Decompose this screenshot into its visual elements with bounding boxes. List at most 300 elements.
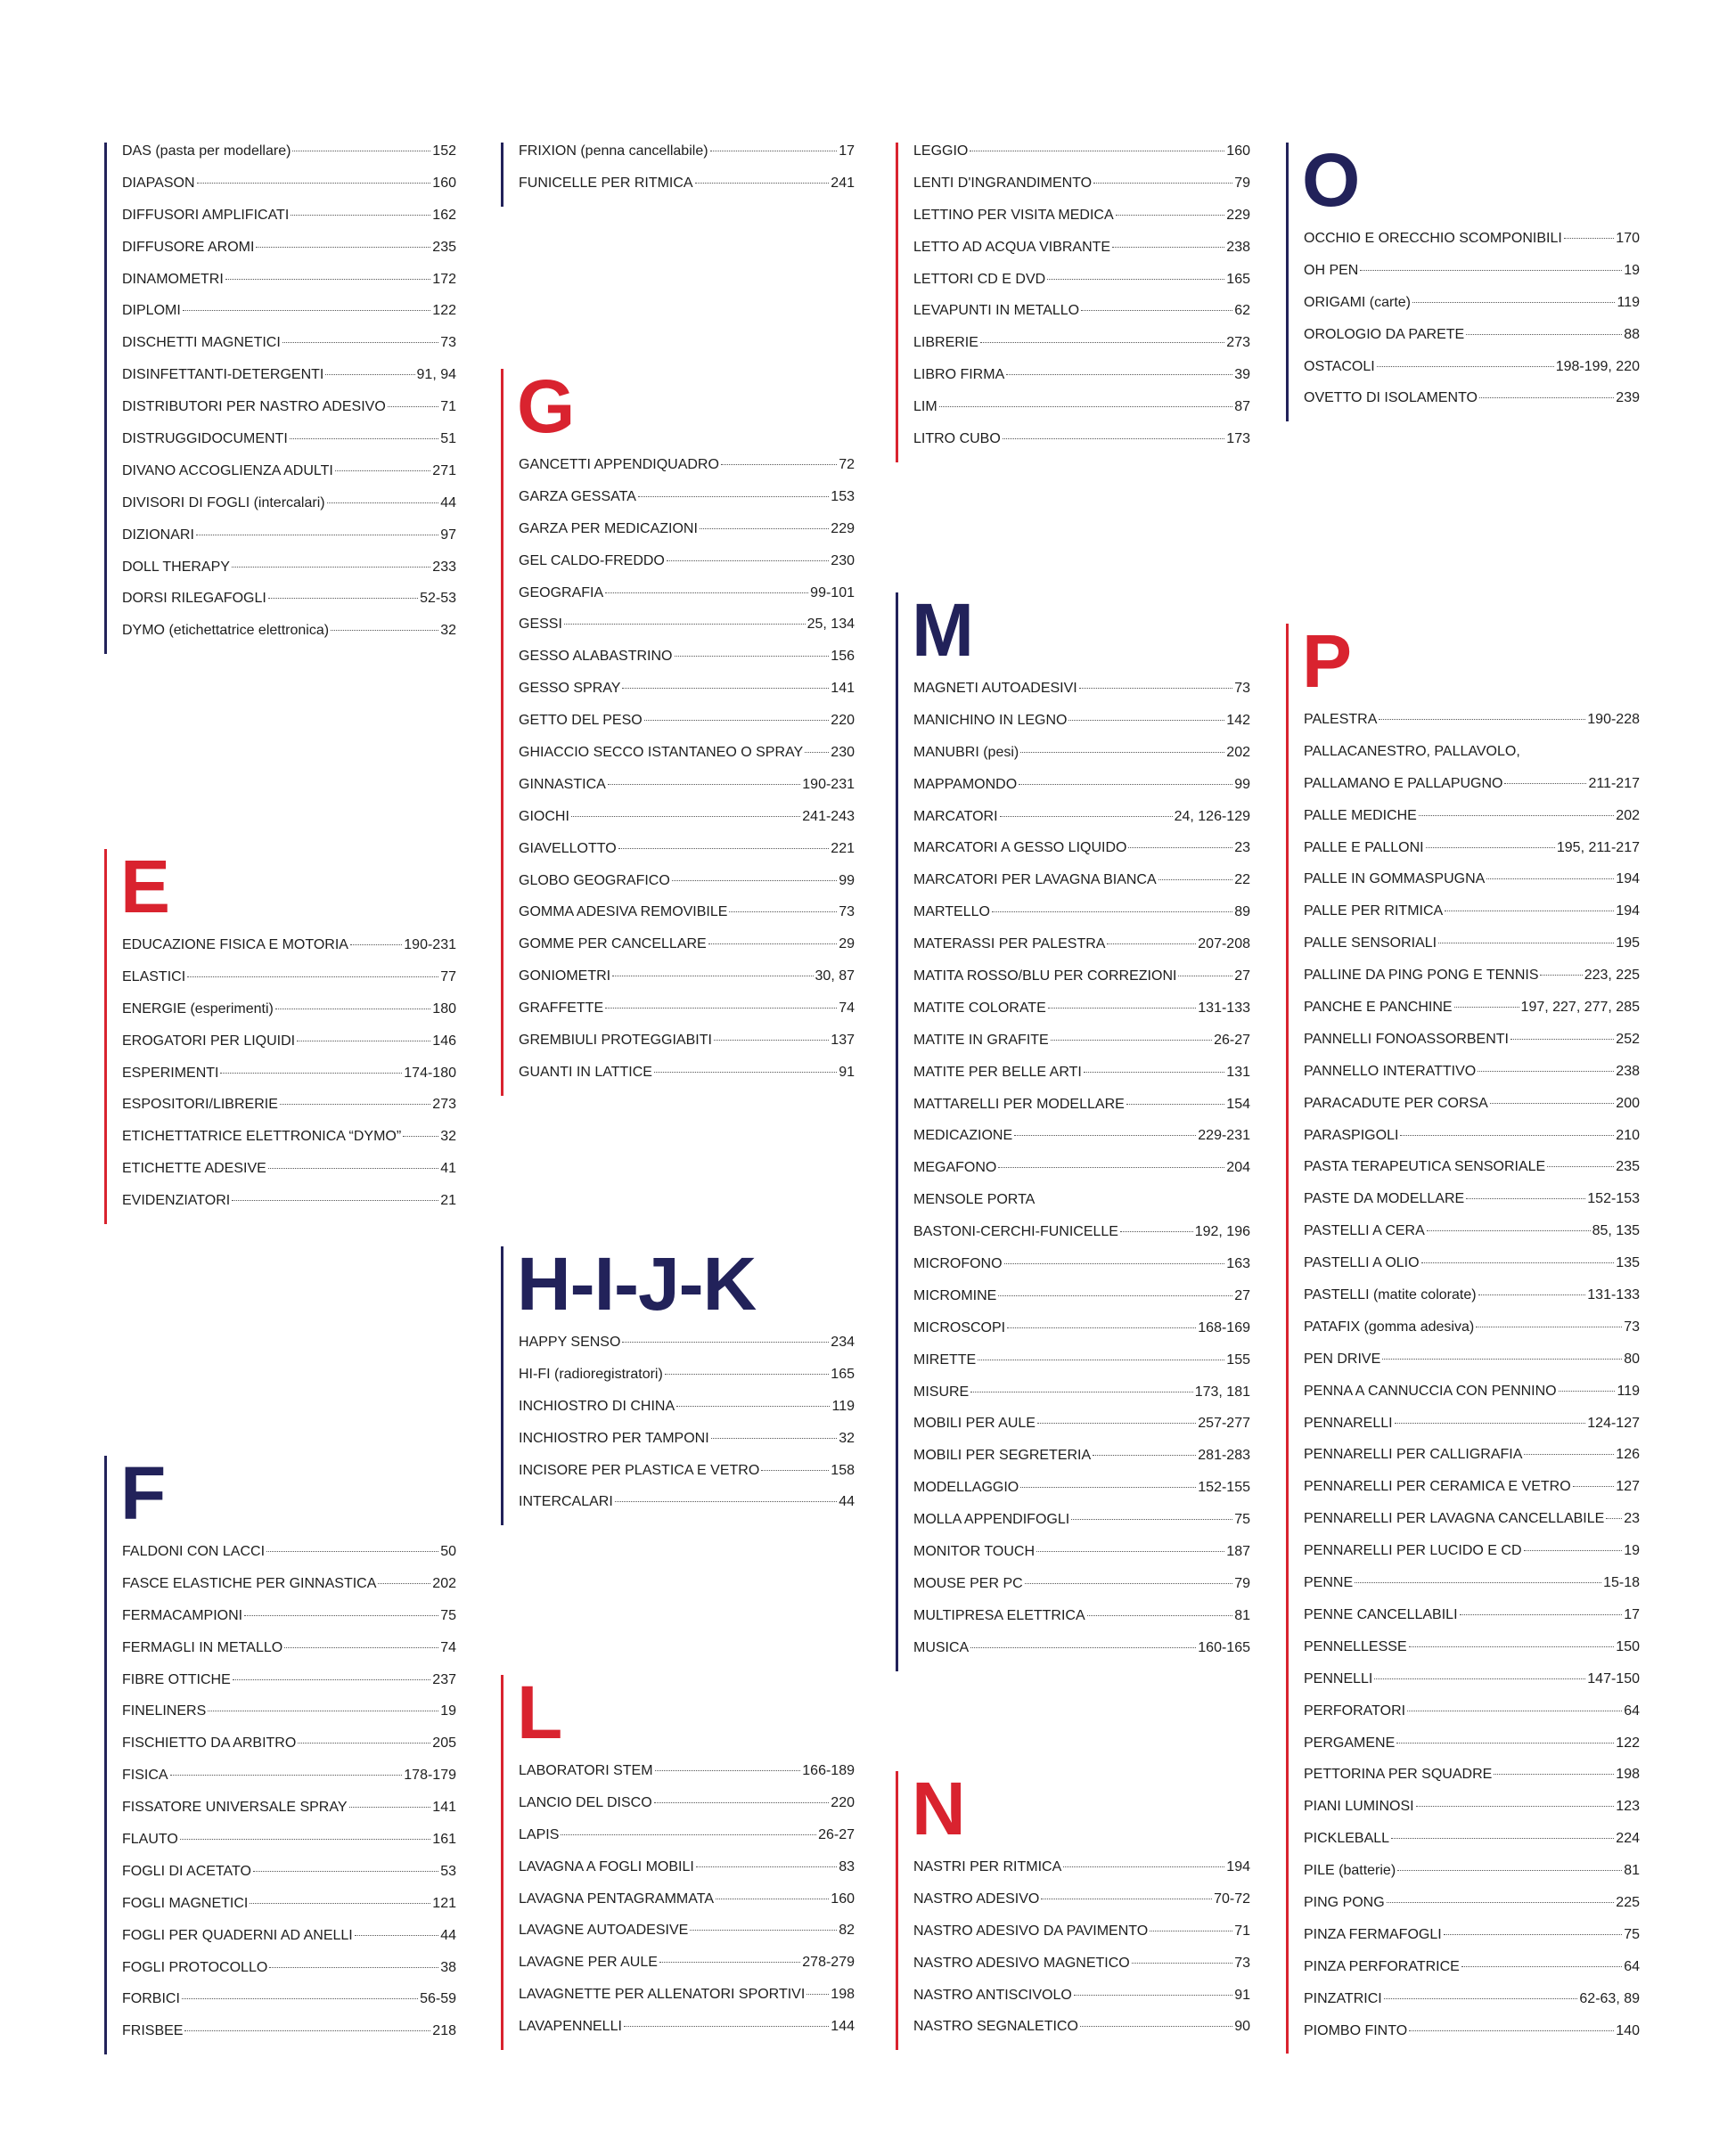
entry-name: PEN DRIVE [1304,1351,1381,1367]
section-letter-f: F [120,1451,166,1535]
dot-leader [1116,215,1225,216]
entry-page-number: 71 [1234,1923,1250,1939]
entry-page-number: 241-243 [802,808,855,824]
dot-leader [1000,816,1173,817]
index-entry [1304,743,1640,775]
dot-leader [232,1200,438,1201]
dot-leader [268,1168,438,1169]
entry-page-number: 165 [831,1366,855,1382]
entry-name: LITRO CUBO [913,431,1001,447]
index-entry [122,622,456,654]
entry-page-number: 160 [432,175,456,191]
dot-leader [280,1104,430,1105]
entry-page-number: 73 [839,904,855,920]
entry-page-number: 88 [1624,326,1640,342]
entry-name: FERMACAMPIONI [122,1607,243,1623]
entry-page-number: 210 [1616,1127,1640,1143]
dot-leader [714,1040,829,1041]
index-section-g [501,364,855,1096]
entry-page-number: 62 [1234,303,1250,319]
dot-leader [1479,397,1614,398]
index-entry [913,1287,1250,1319]
entry-name: HI-FI (radioregistratori) [519,1366,663,1382]
index-entry [913,302,1250,334]
index-entry [519,1826,855,1858]
entry-name: FOGLI PROTOCOLLO [122,1959,268,1975]
entry-name: NASTRO ADESIVO [913,1891,1040,1907]
index-entries [913,680,1250,1671]
entry-page-number: 75 [1234,1512,1250,1528]
index-entry [913,1923,1250,1955]
dot-leader [1547,1166,1614,1167]
entry-name: FLAUTO [122,1832,178,1848]
entry-page-number: 73 [1234,681,1250,696]
entry-page-number: 56-59 [420,1991,456,2007]
index-entry [122,1831,456,1863]
entry-name: DORSI RILEGAFOGLI [122,591,266,607]
entry-name: LAVAGNA A FOGLI MOBILI [519,1858,694,1874]
dot-leader [676,1406,830,1407]
index-entry [122,1735,456,1767]
dot-leader [1126,1104,1225,1105]
dot-leader [253,1871,438,1872]
entry-name: PENNARELLI PER LAVAGNA CANCELLABILE [1304,1511,1605,1527]
entry-name: PENNE [1304,1575,1354,1591]
index-entry [122,1607,456,1639]
entry-page-number: 19 [1624,1543,1640,1559]
index-entry [122,1160,456,1192]
entry-page-number: 99-101 [810,584,855,600]
entry-name: LETTORI CD E DVD [913,271,1046,287]
entry-name: GOMMA ADESIVA REMOVIBILE [519,904,728,920]
entry-name: LIBRERIE [913,335,978,351]
entry-page-number: 41 [440,1161,456,1177]
entry-page-number: 122 [1616,1735,1640,1751]
index-entry [913,1255,1250,1287]
entry-name: PANNELLO INTERATTIVO [1304,1063,1477,1079]
entry-name: PENNELLI [1304,1670,1373,1686]
dot-leader [608,784,800,785]
index-entry [122,1000,456,1033]
index-entry [913,1415,1250,1447]
entry-name: PENNA A CANNUCCIA CON PENNINO [1304,1383,1557,1399]
dot-leader [1412,302,1615,303]
entry-name: FISCHIETTO DA ARBITRO [122,1735,297,1752]
dot-leader [571,816,800,817]
dot-leader [806,1994,829,1995]
entry-name: PALLE SENSORIALI [1304,935,1437,951]
dot-leader [1494,1774,1614,1775]
entry-name: OVETTO DI ISOLAMENTO [1304,390,1478,406]
index-entry [913,1352,1250,1384]
index-entry [519,1366,855,1398]
index-entry [519,648,855,680]
entry-page-number: 278-279 [802,1955,855,1971]
index-entry [913,1479,1250,1511]
entry-name: LAVAGNE AUTOADESIVE [519,1923,689,1939]
entry-name: PENNARELLI PER CERAMICA E VETRO [1304,1479,1571,1495]
entry-page-number: 119 [831,1398,855,1414]
entry-page-number: 168-169 [1198,1319,1250,1335]
index-entry [1304,1222,1640,1254]
entry-name: ESPOSITORI/LIBRERIE [122,1097,278,1113]
index-entry [913,1064,1250,1096]
entry-name: PASTA TERAPEUTICA SENSORIALE [1304,1159,1546,1175]
index-entry [913,398,1250,430]
entry-page-number: 38 [440,1959,456,1975]
index-entry [913,903,1250,935]
entry-page-number: 187 [1226,1544,1250,1560]
entry-page-number: 239 [1616,390,1640,406]
index-entry [913,1511,1250,1543]
dot-leader [561,1834,816,1835]
index-entry [122,1543,456,1575]
index-entry [122,1192,456,1224]
entry-name: INCHIOSTRO PER TAMPONI [519,1430,709,1446]
index-entry [122,1767,456,1799]
dot-leader [1540,975,1582,976]
index-entry [122,2022,456,2054]
dot-leader [1379,719,1585,720]
entry-page-number: 97 [440,527,456,543]
entry-name: LENTI D'INGRANDIMENTO [913,175,1093,191]
index-entry [913,207,1250,239]
dot-leader [1466,334,1622,335]
entry-name: GINNASTICA [519,776,606,792]
index-entry [1304,1383,1640,1415]
index-entry [519,872,855,904]
entry-name: LANCIO DEL DISCO [519,1794,652,1810]
index-entry [122,175,456,207]
entry-name: GESSO ALABASTRINO [519,649,673,665]
entry-name: FRISBEE [122,2023,184,2039]
entry-name: GIAVELLOTTO [519,840,617,856]
dot-leader [1461,1966,1622,1967]
dot-leader [690,1930,837,1931]
dot-leader [1387,1902,1615,1903]
dot-leader [1107,943,1196,944]
entry-page-number: 127 [1616,1479,1640,1495]
entry-name: GARZA GESSATA [519,488,636,504]
index-entry [913,334,1250,366]
entry-name: GEOGRAFIA [519,584,604,600]
index-entry [1304,902,1640,935]
index-entry [913,1319,1250,1352]
entry-name: PALLE E PALLONI [1304,839,1424,855]
entry-name: GUANTI IN LATTICE [519,1064,652,1080]
entry-page-number: 162 [432,207,456,223]
index-section-h-i-j-k [501,1242,855,1525]
index-entry [519,175,855,207]
entry-page-number: 225 [1616,1894,1640,1910]
dot-leader [1466,1198,1585,1199]
entry-page-number: 73 [1624,1319,1640,1335]
entry-page-number: 140 [1616,2022,1640,2038]
entry-page-number: 194 [1616,903,1640,919]
dot-leader [250,1903,430,1904]
dot-leader [992,911,1232,912]
index-entry [1304,389,1640,421]
dot-leader [1419,815,1614,816]
entry-name: PING PONG [1304,1894,1385,1910]
entry-name: EDUCAZIONE FISICA E MOTORIA [122,937,348,952]
entry-name: MICROFONO [913,1256,1003,1272]
entry-page-number: 137 [831,1033,855,1049]
entry-page-number: 190-228 [1587,712,1640,727]
index-entry [519,1334,855,1366]
dot-leader [655,1770,801,1771]
entry-name: PANCHE E PANCHINE [1304,1000,1453,1016]
entry-name: LAVAGNETTE PER ALLENATORI SPORTIVI [519,1987,806,2003]
entry-name: LAPIS [519,1826,560,1842]
entry-name: DIVANO ACCOGLIENZA ADULTI [122,462,333,478]
dot-leader [291,215,430,216]
entry-page-number: 75 [1624,1926,1640,1942]
dot-leader [1478,1294,1586,1295]
entry-name: PALLAMANO E PALLAPUGNO [1304,775,1503,791]
entry-name: DISINFETTANTI-DETERGENTI [122,367,324,383]
index-entry [1304,775,1640,807]
dot-leader [233,1679,431,1680]
index-entry [122,271,456,303]
entry-name: FORBICI [122,1991,180,2007]
dot-leader [622,688,829,689]
entry-page-number: 153 [831,488,855,504]
entry-name: PARACADUTE PER CORSA [1304,1095,1488,1111]
dot-leader [355,1935,438,1936]
entry-name: HAPPY SENSO [519,1335,621,1350]
index-entry [519,1922,855,1954]
dot-leader [1120,1231,1193,1232]
index-entry [122,1033,456,1065]
entry-page-number: 39 [1234,367,1250,383]
dot-leader [1112,247,1224,248]
entry-page-number: 237 [432,1671,456,1687]
index-entry [913,430,1250,462]
index-entry [1304,1958,1640,1990]
index-entries [122,1543,456,2054]
index-section-f [104,1451,456,2054]
entry-name: MOBILI PER SEGRETERIA [913,1448,1092,1464]
index-entry [913,968,1250,1000]
entry-name: PENNELLESSE [1304,1638,1407,1654]
entry-page-number: 90 [1234,2019,1250,2035]
entry-page-number: 99 [1234,776,1250,792]
entry-page-number: 180 [432,1000,456,1017]
entry-name: FALDONI CON LACCI [122,1544,266,1559]
entry-name: FOGLI MAGNETICI [122,1895,249,1911]
dot-leader [1360,270,1622,271]
entry-page-number: 146 [432,1033,456,1049]
index-entry [122,462,456,494]
entry-name: GOMME PER CANCELLARE [519,936,707,952]
entry-name: MEDICAZIONE [913,1128,1013,1144]
index-entry [519,1064,855,1096]
index-entry [519,903,855,935]
entry-page-number: 197, 227, 277, 285 [1520,1000,1640,1016]
entry-page-number: 79 [1234,175,1250,191]
index-entry [519,1000,855,1032]
entry-page-number: 229 [1226,207,1250,223]
dot-leader [220,1073,402,1074]
dot-leader [1074,1995,1232,1996]
entry-name: MIRETTE [913,1352,977,1368]
dot-leader [187,976,438,977]
entry-page-number: 234 [831,1335,855,1350]
entry-page-number: 52-53 [420,591,456,607]
dot-leader [232,567,430,568]
index-entry [519,680,855,712]
index-entry [1304,230,1640,262]
entry-name: PASTELLI A OLIO [1304,1255,1420,1271]
entry-name: NASTRO SEGNALETICO [913,2019,1078,2035]
index-entry [519,1430,855,1462]
dot-leader [225,279,431,280]
index-entry [1304,358,1640,390]
entry-page-number: 74 [440,1639,456,1655]
dot-leader [618,848,830,849]
index-entry [519,712,855,744]
dot-leader [1068,720,1224,721]
dot-leader [1564,238,1614,239]
dot-leader [1400,1135,1614,1136]
entry-name: LETTO AD ACQUA VIBRANTE [913,239,1111,255]
dot-leader [1080,2026,1232,2027]
entry-name: GREMBIULI PROTEGGIABITI [519,1033,712,1049]
entry-page-number: 192, 196 [1194,1224,1250,1240]
dot-leader [1037,1423,1196,1424]
entry-name: PANNELLI FONOASSORBENTI [1304,1031,1509,1047]
dot-leader [349,1807,431,1808]
entry-page-number: 223, 225 [1584,968,1640,984]
entry-page-number: 81 [1624,1863,1640,1879]
dot-leader [1007,1327,1196,1328]
index-entry [1304,1766,1640,1798]
dot-leader [1047,279,1224,280]
index-entry [122,430,456,462]
dot-leader [654,1072,837,1073]
entry-name: LETTINO PER VISITA MEDICA [913,207,1114,223]
entry-page-number: 119 [1617,1383,1640,1399]
index-entries [519,143,855,207]
index-entry [519,1858,855,1891]
index-entry [122,527,456,559]
entry-name: FERMAGLI IN METALLO [122,1639,283,1655]
section-letter-l: L [517,1670,562,1754]
index-entry [519,1986,855,2018]
dot-leader [1444,1934,1623,1935]
entry-name: BASTONI-CERCHI-FUNICELLE [913,1224,1118,1240]
entry-page-number: 71 [440,399,456,415]
entry-page-number: 32 [440,1129,456,1145]
index-entry [519,616,855,648]
entry-name: PARASPIGOLI [1304,1127,1399,1143]
entry-name: GETTO DEL PESO [519,713,643,729]
entry-name: FIBRE OTTICHE [122,1671,231,1687]
index-entry [913,935,1250,968]
entry-name: INTERCALARI [519,1494,613,1510]
index-entry [122,1096,456,1128]
entry-page-number: 220 [831,1794,855,1810]
index-entry [913,239,1250,271]
entry-page-number: 75 [440,1607,456,1623]
entry-page-number: 152 [432,143,456,159]
entry-page-number: 124-127 [1587,1415,1640,1431]
entry-name: MATITE COLORATE [913,1000,1046,1016]
entry-name: LEVAPUNTI IN METALLO [913,303,1080,319]
dot-leader [1020,1487,1196,1488]
index-entry [913,1096,1250,1128]
index-entry [122,1927,456,1959]
entry-page-number: 160-165 [1198,1639,1250,1655]
dot-leader [708,943,837,944]
index-entry [519,2018,855,2050]
dot-leader [378,1583,430,1584]
entry-page-number: 62-63, 89 [1579,1990,1640,2006]
index-entry [1304,1286,1640,1319]
entry-name: PICKLEBALL [1304,1831,1390,1847]
entry-name: GESSO SPRAY [519,681,621,697]
index-entry [1304,1254,1640,1286]
entry-page-number: 82 [839,1923,855,1939]
entry-name: PALLE IN GOMMASPUGNA [1304,871,1486,887]
entry-page-number: 23 [1624,1511,1640,1527]
entry-name: ENERGIE (esperimenti) [122,1000,274,1017]
index-entry [122,559,456,591]
entry-page-number: 17 [839,143,855,159]
entry-page-number: 165 [1226,271,1250,287]
index-entry [1304,1190,1640,1222]
entry-page-number: 19 [1624,262,1640,278]
dot-leader [1409,1646,1615,1647]
dot-leader [1132,1963,1233,1964]
entry-page-number: 85, 135 [1592,1223,1640,1239]
index-entry [122,936,456,968]
dot-leader [183,310,431,311]
section-letter-g: G [517,364,575,448]
entry-page-number: 174-180 [404,1065,456,1081]
entry-page-number: 158 [831,1462,855,1478]
entry-page-number: 119 [1617,294,1640,310]
entry-name: DISTRIBUTORI PER NASTRO ADESIVO [122,399,386,415]
entry-page-number: 24, 126-129 [1174,808,1250,824]
dot-leader [1421,1262,1615,1263]
entry-name: ORIGAMI (carte) [1304,294,1412,310]
dot-leader [1504,783,1586,784]
entry-name: PENNARELLI PER CALLIGRAFIA [1304,1447,1523,1463]
entry-name: PATAFIX (gomma adesiva) [1304,1319,1475,1335]
dot-leader [1093,183,1232,184]
entry-page-number: 257-277 [1198,1416,1250,1432]
index-entry [519,1398,855,1430]
entry-name: PINZA PERFORATRICE [1304,1958,1460,1974]
index-entry [1304,262,1640,294]
index-entry [519,935,855,968]
dot-leader [244,1615,438,1616]
entry-name: MICROMINE [913,1287,997,1303]
dot-leader [1573,1486,1615,1487]
entry-page-number: 252 [1616,1031,1640,1047]
entry-page-number: 195 [1616,935,1640,951]
entry-name: PALLACANESTRO, PALLAVOLO, [1304,743,1520,759]
entry-name: MARCATORI A GESSO LIQUIDO [913,840,1127,856]
entry-name: NASTRI PER RITMICA [913,1859,1062,1874]
entry-name: PASTELLI (matite colorate) [1304,1287,1477,1303]
entry-page-number: 144 [831,2019,855,2035]
index-entry [1304,935,1640,967]
entry-name: NASTRO ADESIVO DA PAVIMENTO [913,1923,1149,1939]
dot-leader [970,1647,1196,1648]
